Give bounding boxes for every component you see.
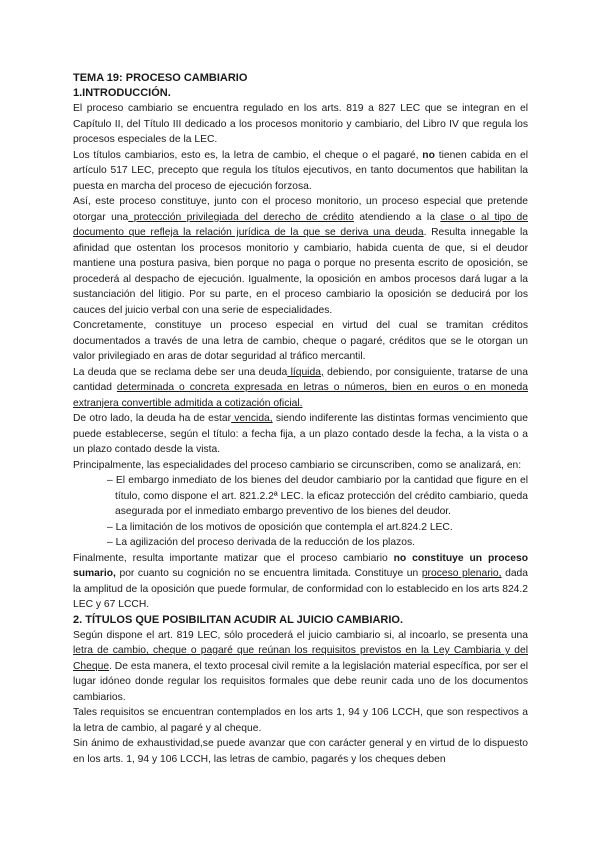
document-title: TEMA 19: PROCESO CAMBIARIO bbox=[73, 72, 248, 84]
paragraph-3: Así, este proceso constituye, junto con el proceso monitorio, un proceso especial que pretende otorgar una protección privilegiada del derecho de crédito atendiendo a la clase o al tipo de documento que refleja la relación jurídica de la que se deriva una deuda. Resulta innegable la afinidad que ostentan los procesos monitorio y cambiario, habida cuenta de que, si el deudor mantiene una postura pasiva, bien porque no paga o porque no presenta escrito de oposición, se procederá al despacho de ejecución. Igualmente, la oposición en ambos procesos dará lugar a la sustanciación del litigio. Por su parte, en el proceso cambiario la oposición se deducirá por los cauces del juicio verbal con una serie de especialidades. bbox=[73, 196, 529, 316]
list-item: – La agilización del proceso derivada de la reducción de los plazos. bbox=[107, 537, 415, 548]
paragraph-11: Sin ánimo de exhaustividad,se puede avanzar que con carácter general y en virtud de lo dispuesto en los arts. 1, 94 y 106 LCCH, las letras de cambio, pagarés y los cheques deben bbox=[73, 738, 528, 765]
paragraph-5: La deuda que se reclama debe ser una deuda líquida, debiendo, por consiguiente, tratarse de una cantidad determinada o concreta expresada en letras o números, bien en euros o en moneda extranjera convertible admitida a cotización oficial. bbox=[73, 366, 528, 409]
paragraph-9: Según dispone el art. 819 LEC, sólo procederá el juicio cambiario si, al incoarlo, se presenta una letra de cambio, cheque o pagaré que reúnan los requisitos previstos en la Ley Cambiaria y del Cheque. De esta manera, el texto procesal civil remite a la legislación material específica, por ser el lugar idóneo donde regular los requisitos formales que debe reunir cada uno de los documentos cambiarios. bbox=[73, 629, 529, 703]
paragraph-1: El proceso cambiario se encuentra regulado en los arts. 819 a 827 LEC que se integran en el Capítulo II, del Título III dedicado a los procesos monitorio y cambiario, del Libro IV que regula los procesos especiales de la LEC. bbox=[73, 103, 528, 145]
paragraph-10: Tales requisitos se encuentran contemplados en los arts 1, 94 y 106 LCCH, que son respectivos a la letra de cambio, al pagaré y al cheque. bbox=[73, 707, 528, 734]
paragraph-7: Principalmente, las especialidades del proceso cambiario se circunscriben, como se analizará, en: bbox=[73, 459, 522, 471]
document-page bbox=[73, 71, 528, 767]
paragraph-2: Los títulos cambiarios, esto es, la letra de cambio, el cheque o el pagaré, no tienen cabida en el artículo 517 LEC, precepto que regula los títulos ejecutivos, en tanto documentos que habilitan la puesta en marcha del proceso de ejecución forzosa. bbox=[73, 149, 529, 192]
paragraph-6: De otro lado, la deuda ha de estar vencida, siendo indiferente las distintas formas vencimiento que puede establecerse, según el título: a fecha fija, a un plazo contado desde la fecha, a la vista o a un plazo contado desde la vista. bbox=[73, 413, 528, 455]
specialties-list bbox=[73, 473, 528, 551]
list-item: – La limitación de los motivos de oposición que contempla el art.824.2 LEC. bbox=[107, 521, 453, 533]
paragraph-8: Finalmente, resulta importante matizar que el proceso cambiario no constituye un proceso sumario, por cuanto su cognición no se encuentra limitada. Constituye un proceso plenario, dada la amplitud de la oposición que puede formular, de conformidad con lo establecido en los arts 824.2 LEC y 67 LCCH. bbox=[73, 552, 528, 610]
paragraph-4: Concretamente, constituye un proceso especial en virtud del cual se tramitan créditos documentados a través de una letra de cambio, cheque o pagaré, créditos que se le otorgan un valor privilegiado en aras de dotar seguridad al tráfico mercantil. bbox=[73, 320, 528, 362]
section-heading-titulos: 2. TÍTULOS QUE POSIBILITAN ACUDIR AL JUICIO CAMBIARIO. bbox=[73, 613, 404, 626]
section-heading-introduccion: 1.INTRODUCCIÓN. bbox=[73, 87, 171, 99]
list-item: – El embargo inmediato de los bienes del deudor cambiario por la cantidad que figure en el título, como dispone el art. 821.2.2ª LEC. la eficaz protección del crédito cambiario, queda asegurada por el inmediato embargo preventivo de los bienes del deudor. bbox=[107, 475, 528, 517]
